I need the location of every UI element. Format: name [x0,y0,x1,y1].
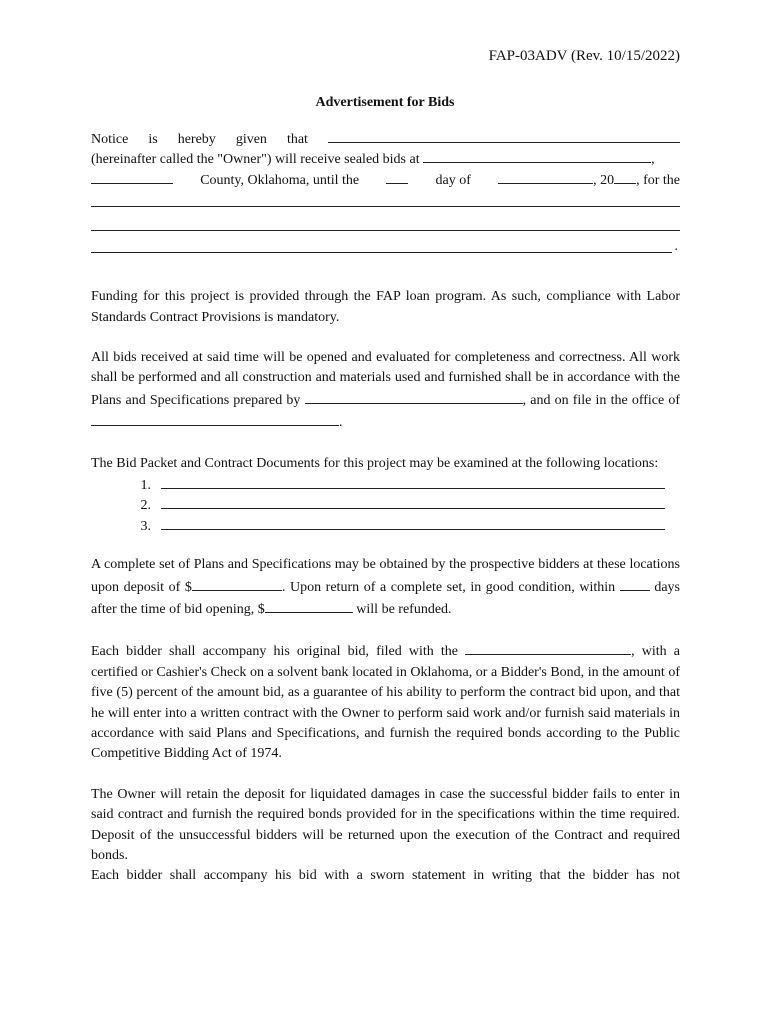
bid-packet-text: The Bid Packet and Contract Documents for this project may be examined at the following locations: [91,455,659,471]
location-1-blank[interactable] [161,474,665,489]
day-blank[interactable] [386,169,408,184]
project-line-3[interactable] [91,237,680,259]
list-item [91,494,680,514]
notice-word: hereby [177,132,216,147]
project-line-2[interactable] [91,213,680,237]
plans-text-2: . Upon return of a complete set, in good condition, within [281,579,616,595]
days-blank[interactable] [620,576,650,591]
document-body [91,128,680,887]
each-bidder-text-2: , with a certified or Cashier's Check on a solvent bank located in Oklahoma, or a Bidder's Bond, in the amount of five (5) percent of the amount bid, as a guarantee of his ability to perform the contract bid upon, and that he will enter into a written contract with the Owner to perform said work and/or furnish said materials in accordance with said Plans and Specifications, and furnish the required bonds according to the Public Competitive Bidding Act of 1974. [91,644,681,762]
each-bidder-paragraph [91,640,680,764]
project-line-period: . [674,238,678,254]
owner-line [91,148,680,168]
filed-with-blank[interactable] [465,640,631,655]
deposit-blank[interactable] [192,576,282,591]
notice-line [91,128,680,148]
list-item [91,515,680,535]
plans-text-3: days after the time of bid opening, $ [91,579,681,617]
day-text: day of [435,172,471,188]
year-blank[interactable] [614,169,636,184]
owner-line-end: , [651,152,655,168]
notice-word: that [286,132,308,147]
county-blank[interactable] [91,169,173,184]
prepared-by-blank[interactable] [305,389,523,404]
notice-word: is [148,132,158,147]
sworn-paragraph: Each bidder shall accompany his bid with a sworn statement in writing that the bidder has not [91,868,680,884]
county-text: County, Oklahoma, until the [200,172,360,188]
project-line-1[interactable] [91,189,680,213]
plans-paragraph [91,555,680,620]
list-number: 2. [140,498,151,514]
location-3-blank[interactable] [161,515,665,530]
refund-blank[interactable] [265,598,353,613]
location-blank[interactable] [423,148,651,163]
owner-retain-paragraph: The Owner will retain the deposit for liquidated damages in case the successful bidder fails to enter in said contract and furnish the required bonds provided for in the specifications within the time required. Deposit of the unsuccessful bidders will be returned upon the execution of the Contract and required bonds. [91,786,680,864]
month-blank[interactable] [498,169,593,184]
notice-blank[interactable] [328,128,680,143]
funding-paragraph: Funding for this project is provided through the FAP loan program. As such, compliance with Labor Standards Contract Provisions is mandatory. [91,289,680,325]
notice-word: given [235,132,267,147]
owner-text: (hereinafter called the "Owner") will receive sealed bids at [91,152,420,168]
notice-word: Notice [91,132,129,147]
for-the-text: , for the [636,172,680,188]
locations-list [91,474,680,535]
list-number: 1. [140,478,151,494]
list-number: 3. [140,518,151,534]
plans-text-1: A complete set of Plans and Specifications may be obtained by the prospective bidders at these locations upon deposit of $ [91,557,680,595]
bids-opened-paragraph: All bids received at said time will be opened and evaluated for completeness and correctness. All work shall be performed and all construction and materials used and furnished shall be in accordance with the Plans and Specifications prepared by , and on file in the office of . [91,349,681,431]
each-bidder-text-1: Each bidder shall accompany his original bid, filed with the [91,644,459,660]
office-blank[interactable] [91,411,339,426]
county-line [91,169,680,189]
bid-packet-paragraph [91,454,680,536]
bids-opened-text: All bids received at said time will be opened and evaluated for completeness and correctness. All work shall be performed and all construction and materials used and furnished shall be in accordance with the Plans and Specifications prepared by [91,349,680,408]
office-text: and on file in the office of [530,392,681,408]
document-title: Advertisement for Bids [315,95,455,110]
plans-text-4: will be refunded. [356,602,452,617]
list-item [91,474,680,494]
location-2-blank[interactable] [161,494,665,509]
form-code: FAP-03ADV (Rev. 10/15/2022) [488,48,680,64]
year-prefix: , 20 [593,172,615,188]
